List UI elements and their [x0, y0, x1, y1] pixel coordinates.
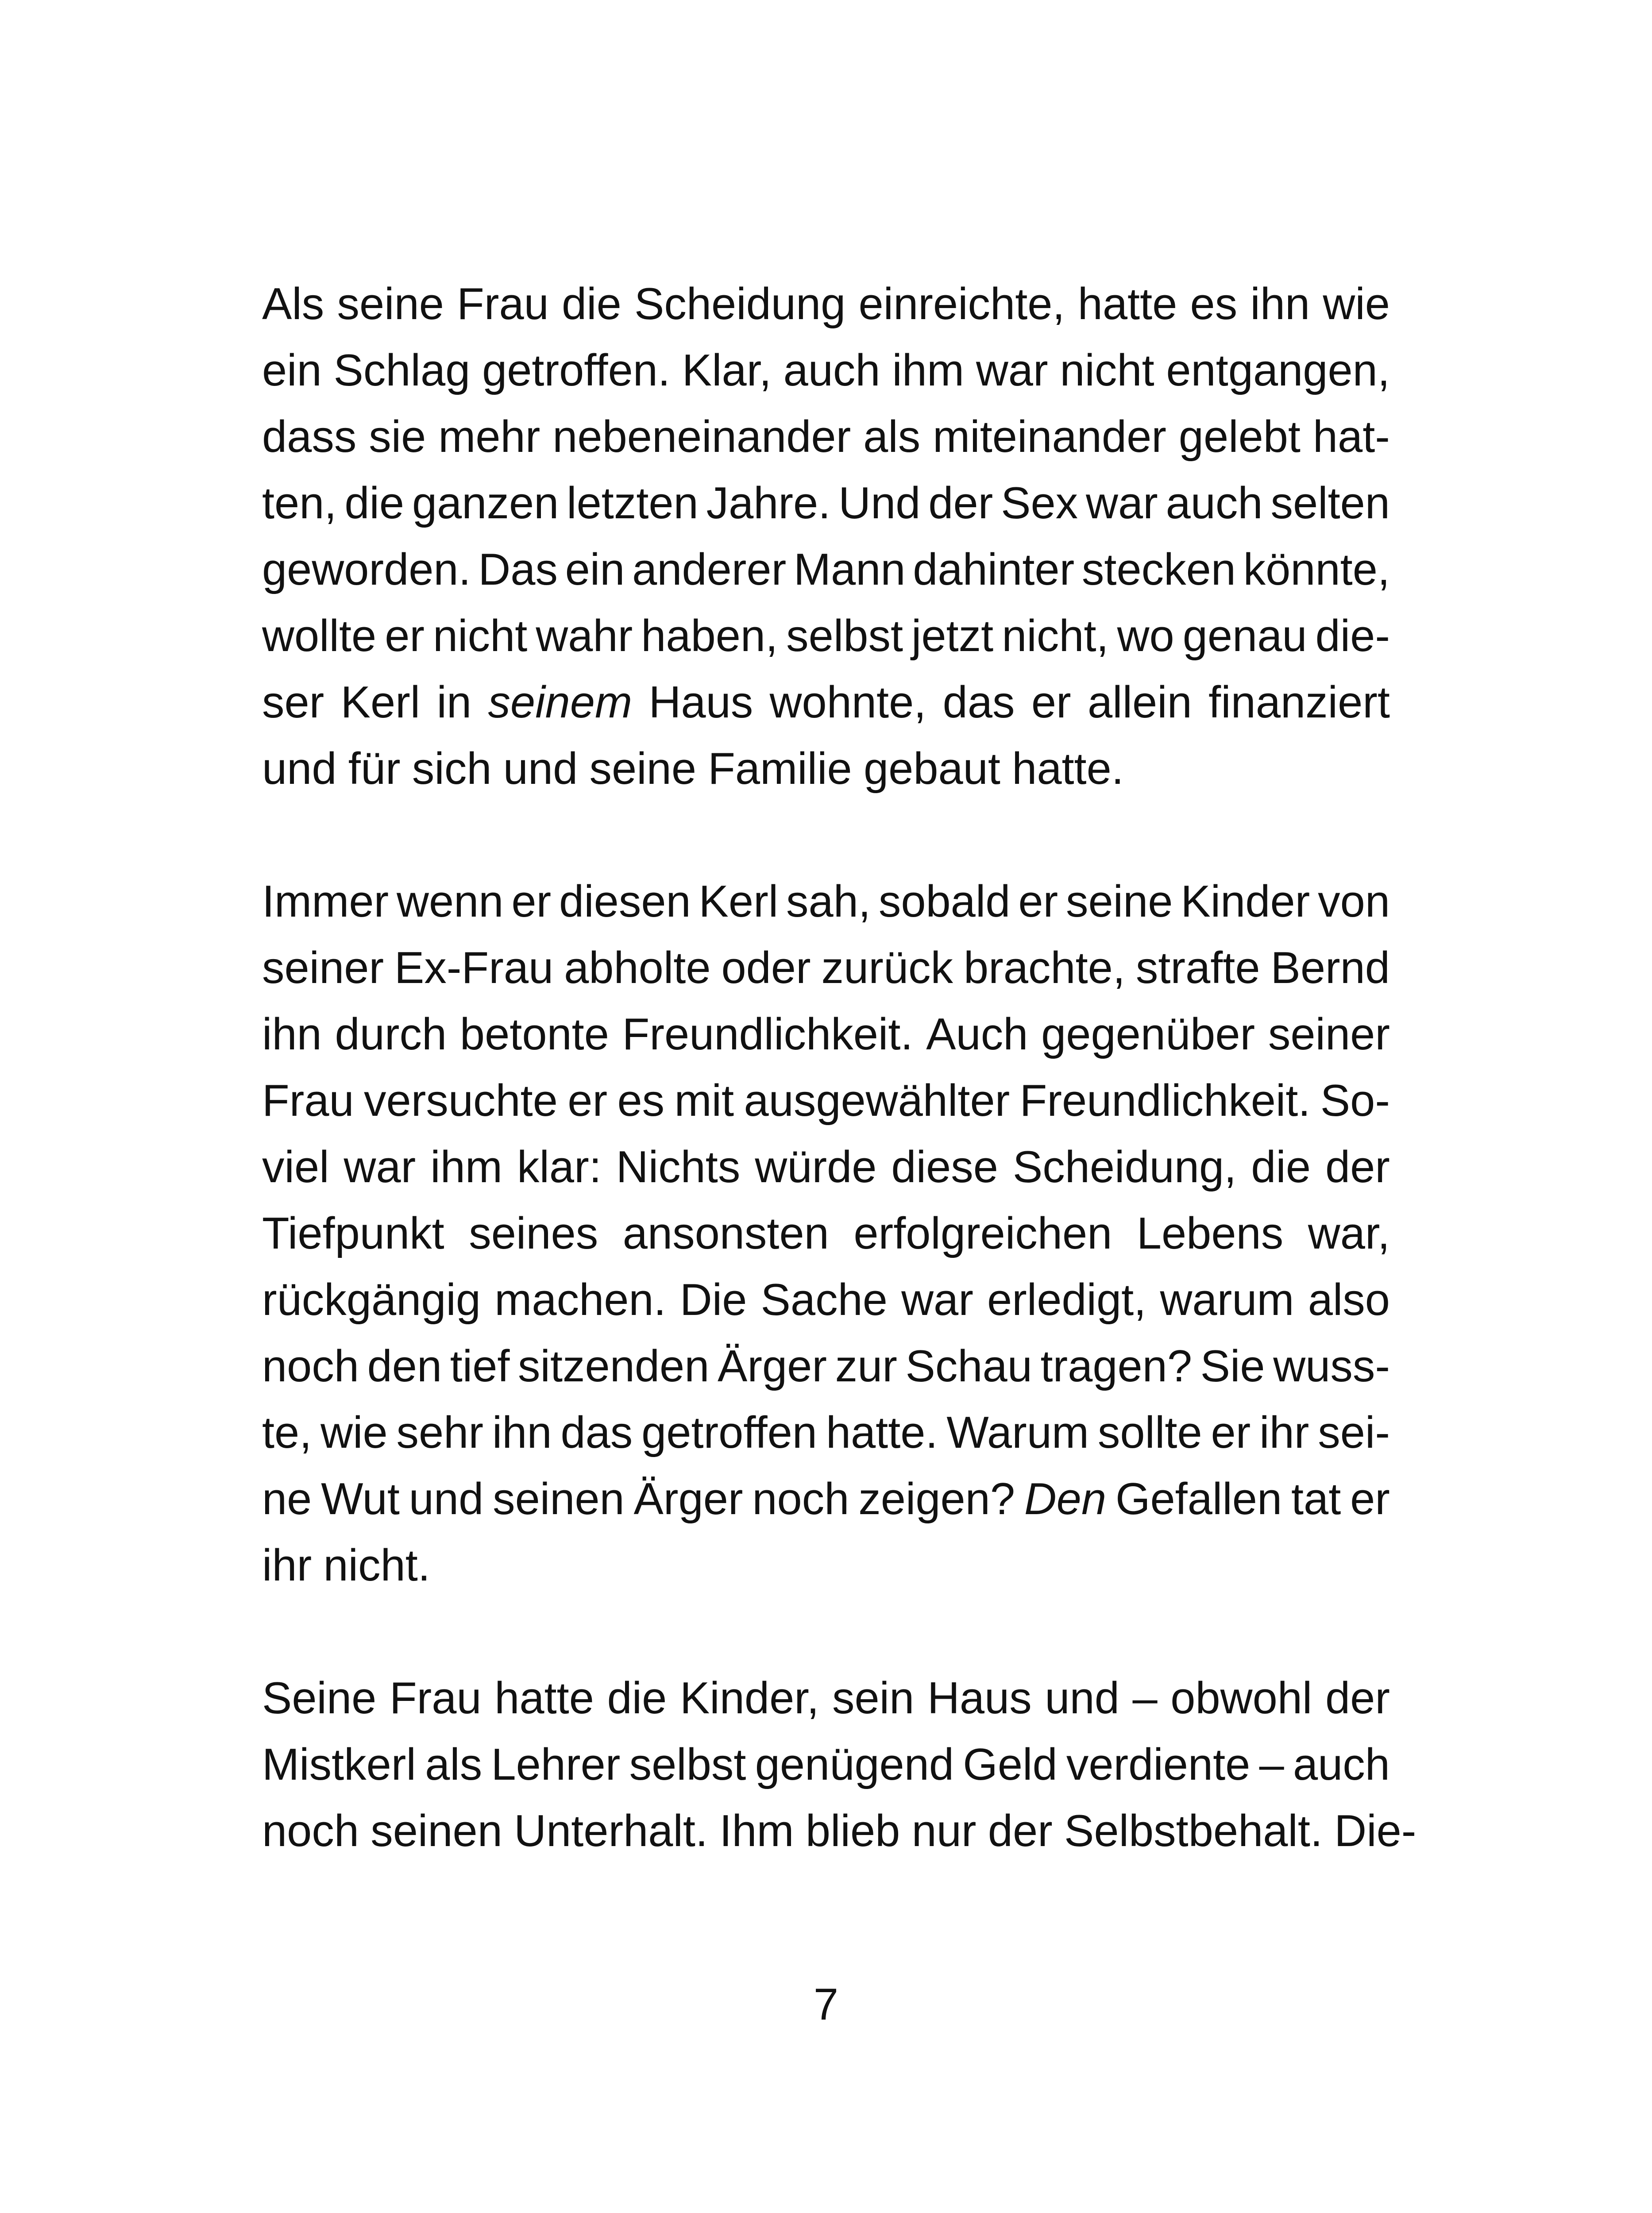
word: zur [835, 1342, 897, 1391]
word: hatte. [826, 1408, 938, 1457]
word: er [1018, 877, 1058, 926]
word: seinen [371, 1806, 502, 1856]
word: haben, [641, 611, 778, 661]
word: er [1211, 1408, 1251, 1457]
word: Tiefpunkt [262, 1209, 444, 1258]
word: die [1251, 1142, 1311, 1192]
word: mehr [438, 412, 540, 462]
text-line [262, 1731, 1390, 1798]
word: Freundlichkeit. [1019, 1076, 1311, 1126]
text-line [262, 1665, 1390, 1731]
word: getroffen. [482, 346, 671, 395]
word: sitzenden [518, 1342, 710, 1391]
word: sie [369, 412, 426, 462]
word: nicht [433, 611, 528, 661]
word: Freundlichkeit. [622, 1010, 913, 1059]
word: seine [337, 279, 444, 329]
word: auch [1166, 478, 1263, 528]
word: Kerl [699, 877, 779, 926]
word: Frau [262, 1076, 354, 1126]
word: oder [721, 943, 811, 993]
word: die [562, 279, 621, 329]
word: seiner [262, 943, 384, 993]
word: ihn [262, 1010, 322, 1059]
word: miteinander [933, 412, 1166, 462]
word: die [344, 478, 405, 528]
text-line [262, 1001, 1390, 1068]
word: Gefallen [1115, 1474, 1282, 1524]
text-line [262, 1200, 1390, 1267]
text-line [262, 736, 1390, 802]
word: könnte, [1243, 545, 1390, 594]
word: seinem [488, 678, 633, 727]
word: Lehrer [491, 1740, 621, 1789]
word: Unterhalt. [514, 1806, 708, 1856]
word: Geld [963, 1740, 1058, 1789]
word: er [511, 877, 552, 926]
word: rückgängig [262, 1275, 481, 1325]
word: selten [1270, 478, 1390, 528]
text-line [262, 404, 1390, 470]
word: Schau [905, 1342, 1032, 1391]
word: tat [1291, 1474, 1341, 1524]
text-line [262, 669, 1390, 736]
word: noch [752, 1474, 849, 1524]
word: nicht, [1002, 611, 1109, 661]
word: diese [891, 1142, 998, 1192]
text-line [262, 1068, 1390, 1134]
word: sein [832, 1673, 915, 1723]
word: finanziert [1208, 678, 1390, 727]
word: Wut [321, 1474, 400, 1524]
word: letzten [567, 478, 699, 528]
word: noch [262, 1806, 359, 1856]
word: ser [262, 678, 324, 727]
text-line [262, 536, 1390, 603]
word: seines [469, 1209, 598, 1258]
word: allein [1087, 678, 1192, 727]
text-line [262, 868, 1390, 935]
word: Kinder [1181, 877, 1310, 926]
word: nicht. [323, 1541, 430, 1590]
word: selbst [786, 611, 903, 661]
word: erfolgreichen [853, 1209, 1112, 1258]
word: und [262, 744, 337, 794]
word: wo [1117, 611, 1174, 661]
word: Selbstbehalt. [1064, 1806, 1323, 1856]
word: Frau [457, 279, 549, 329]
word: auch [783, 346, 880, 395]
word: sobald [878, 877, 1011, 926]
word: Als [262, 279, 324, 329]
word: ihn [492, 1408, 552, 1457]
word: jetzt [911, 611, 994, 661]
text-line [262, 1798, 1417, 1864]
word: noch [262, 1342, 359, 1391]
word: tief [450, 1342, 510, 1391]
word: getroffen [641, 1408, 817, 1457]
paragraph [262, 1665, 1417, 1864]
word: nicht [1060, 346, 1154, 395]
word: betonte [459, 1010, 609, 1059]
text-line [262, 470, 1390, 536]
word: als [425, 1740, 482, 1789]
word: genau [1182, 611, 1307, 661]
text-line [262, 271, 1390, 337]
text-line [262, 935, 1390, 1001]
word: warum [1160, 1275, 1294, 1325]
word: erledigt, [987, 1275, 1146, 1325]
paragraph [262, 271, 1390, 802]
word: mit [674, 1076, 734, 1126]
word: war [344, 1142, 416, 1192]
word: tragen? [1040, 1342, 1193, 1391]
paragraph [262, 868, 1390, 1599]
word: in [436, 678, 472, 727]
word: Haus [927, 1673, 1032, 1723]
word: das [942, 678, 1015, 727]
word: ihn [1250, 279, 1310, 329]
word: der [988, 1806, 1053, 1856]
word: Mann [793, 545, 906, 594]
word: diesen [559, 877, 691, 926]
word: war, [1308, 1209, 1390, 1258]
word: viel [262, 1142, 329, 1192]
word: dahinter [913, 545, 1075, 594]
word: – [1259, 1740, 1284, 1789]
word: würde [755, 1142, 877, 1192]
word: sollte [1097, 1408, 1202, 1457]
word: blieb [805, 1806, 900, 1856]
word: sei- [1318, 1408, 1390, 1457]
text-line [262, 337, 1390, 404]
word: seine [1066, 877, 1173, 926]
word: der [1325, 1142, 1390, 1192]
word: der [1325, 1673, 1390, 1723]
word: Haus [648, 678, 753, 727]
word: Frau [389, 1673, 482, 1723]
word: sah, [786, 877, 871, 926]
word: und [503, 744, 578, 794]
word: Lebens [1136, 1209, 1284, 1258]
word: verdiente [1066, 1740, 1251, 1789]
word: nebeneinander [552, 412, 851, 462]
word: genügend [755, 1740, 954, 1789]
word: stecken [1081, 545, 1236, 594]
word: abholte [564, 943, 711, 993]
word: wohnte, [769, 678, 926, 727]
word: war [901, 1275, 973, 1325]
word: Jahre. [706, 478, 831, 528]
word: Ärger [633, 1474, 743, 1524]
word: auch [1293, 1740, 1390, 1789]
word: Familie [708, 744, 852, 794]
word: Klar, [682, 346, 772, 395]
word: versuchte [364, 1076, 558, 1126]
text-line [262, 1333, 1390, 1400]
word: wie [1323, 279, 1390, 329]
word: Ärger [718, 1342, 827, 1391]
word: nur [911, 1806, 977, 1856]
word: Sie [1200, 1342, 1265, 1391]
word: Warum [946, 1408, 1089, 1457]
word: er [1031, 678, 1071, 727]
word: seiner [1268, 1010, 1390, 1059]
word: und [409, 1474, 484, 1524]
word: te, [262, 1408, 312, 1457]
word: durch [335, 1010, 447, 1059]
word: Ihm [719, 1806, 794, 1856]
word: So- [1320, 1076, 1390, 1126]
word: Scheidung [634, 279, 846, 329]
word: den [367, 1342, 442, 1391]
text-line [262, 1532, 1390, 1599]
word: als [863, 412, 921, 462]
text-line [262, 1134, 1390, 1200]
word: für [348, 744, 401, 794]
word: ansonsten [622, 1209, 829, 1258]
word: ganzen [412, 478, 559, 528]
word: einreichte, [858, 279, 1065, 329]
word: es [617, 1076, 665, 1126]
word: von [1318, 877, 1390, 926]
word: selbst [629, 1740, 746, 1789]
word: machen. [494, 1275, 666, 1325]
word: sich [412, 744, 492, 794]
word: Bernd [1270, 943, 1390, 993]
word: war [976, 346, 1048, 395]
word: strafte [1135, 943, 1260, 993]
word: Den [1024, 1474, 1107, 1524]
word: Ex-Frau [394, 943, 554, 993]
word: ausgewählter [744, 1076, 1010, 1126]
word: es [1190, 279, 1238, 329]
word: ein [565, 545, 625, 594]
word: Auch [926, 1010, 1028, 1059]
word: ne [262, 1474, 312, 1524]
word: die- [1315, 611, 1390, 661]
word: Immer [262, 877, 389, 926]
word: hat- [1312, 412, 1390, 462]
word: anderer [632, 545, 787, 594]
word: ihm [892, 346, 965, 395]
word: obwohl [1170, 1673, 1312, 1723]
word: Scheidung, [1012, 1142, 1237, 1192]
word: wie [320, 1408, 388, 1457]
word: gebaut [863, 744, 1000, 794]
word: Das [478, 545, 558, 594]
word: – [1132, 1673, 1158, 1723]
word: er [385, 611, 425, 661]
word: Schlag [333, 346, 471, 395]
word: dass [262, 412, 357, 462]
word: seine [589, 744, 696, 794]
word: Kinder, [679, 1673, 819, 1723]
word: ein [262, 346, 322, 395]
word: hatte. [1012, 744, 1124, 794]
text-line [262, 1466, 1390, 1532]
word: und [1045, 1673, 1119, 1723]
word: geworden. [262, 545, 471, 594]
word: zurück [821, 943, 953, 993]
word: Sex [1001, 478, 1078, 528]
word: wollte [262, 611, 377, 661]
word: Die- [1334, 1806, 1417, 1856]
word: Mistkerl [262, 1740, 416, 1789]
word: Seine [262, 1673, 377, 1723]
word: hatte [1077, 279, 1177, 329]
word: der [928, 478, 993, 528]
word: er [567, 1076, 608, 1126]
word: wahr [536, 611, 633, 661]
word: wuss- [1273, 1342, 1390, 1391]
word: Kerl [340, 678, 421, 727]
word: ihr [1259, 1408, 1309, 1457]
word: gelebt [1178, 412, 1301, 462]
word: entgangen, [1166, 346, 1390, 395]
word: klar: [517, 1142, 602, 1192]
word: gegenüber [1041, 1010, 1255, 1059]
word: wenn [397, 877, 504, 926]
word: das [560, 1408, 633, 1457]
word: zeigen? [858, 1474, 1015, 1524]
text-line [262, 603, 1390, 669]
text-line [262, 1267, 1390, 1333]
word: sehr [396, 1408, 483, 1457]
word: ihm [430, 1142, 502, 1192]
word: er [1350, 1474, 1390, 1524]
page-number: 7 [813, 1980, 839, 2029]
word: brachte, [963, 943, 1125, 993]
word: Sache [760, 1275, 888, 1325]
text-line [262, 1400, 1390, 1466]
word: ten, [262, 478, 337, 528]
word: Die [679, 1275, 747, 1325]
word: ihr [262, 1541, 312, 1590]
word: seinen [493, 1474, 625, 1524]
word: Und [838, 478, 921, 528]
word: also [1308, 1275, 1390, 1325]
word: Nichts [616, 1142, 741, 1192]
word: die [607, 1673, 667, 1723]
word: war [1086, 478, 1158, 528]
word: hatte [494, 1673, 594, 1723]
